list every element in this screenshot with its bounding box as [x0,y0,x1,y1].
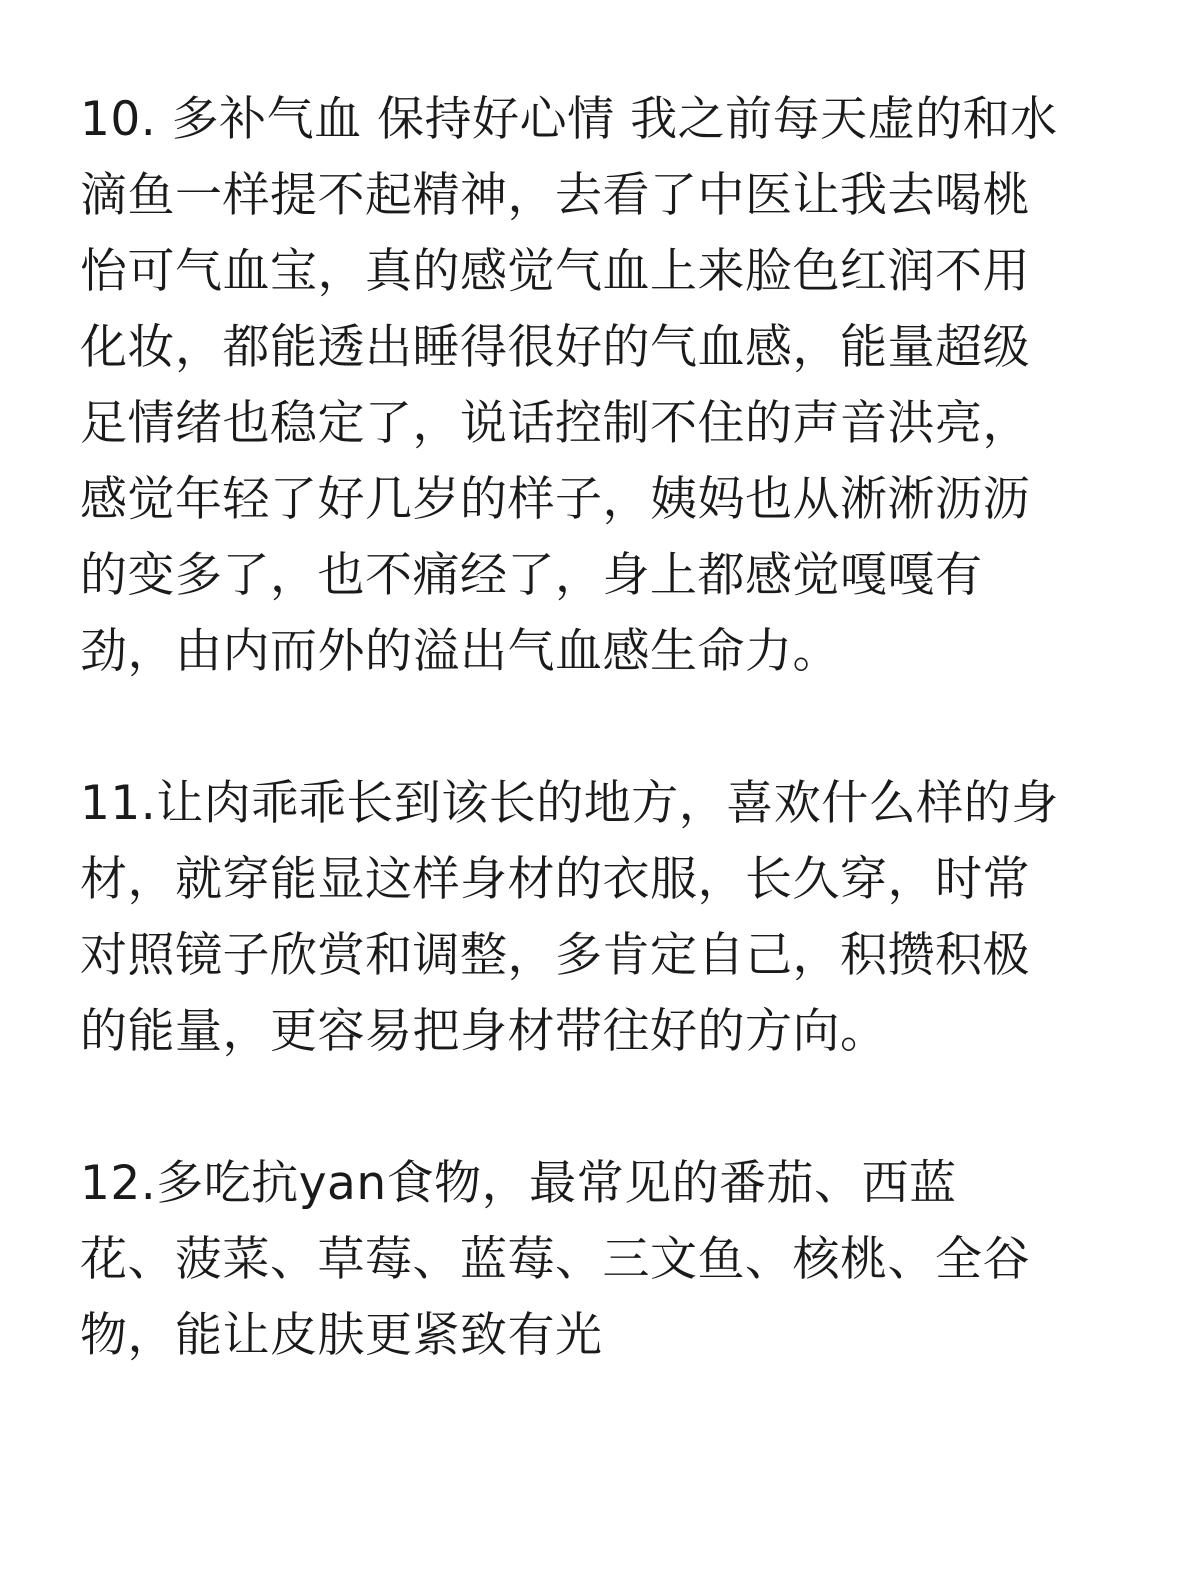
paragraph-12 [80,1146,1090,1374]
text-line: 怡可气血宝，真的感觉气血上来脸色红润不用 [80,244,1030,299]
text-line: 足情绪也稳定了，说话控制不住的声音洪亮， [80,396,1030,451]
article-body [80,82,1090,1374]
text-line: 化妆，都能透出睡得很好的气血感，能量超级 [80,320,1030,375]
text-line: 物，能让皮肤更紧致有光 [80,1308,603,1363]
paragraph-10 [80,82,1090,690]
text-line: 的能量，更容易把身材带往好的方向。 [80,1004,888,1059]
text-line: 的变多了，也不痛经了，身上都感觉嘎嘎有 [80,548,983,603]
text-line: 12.多吃抗yan食物，最常见的番茄、西蓝 [80,1156,957,1211]
paragraph-spacer [80,690,1090,766]
text-line: 劲，由内而外的溢出气血感生命力。 [80,624,840,679]
paragraph-spacer [80,1070,1090,1146]
text-line: 滴鱼一样提不起精神，去看了中医让我去喝桃 [80,168,1030,223]
text-line: 10. 多补气血 保持好心情 我之前每天虚的和水 [80,92,1058,147]
text-line: 材，就穿能显这样身材的衣服，长久穿，时常 [80,852,1030,907]
text-line: 11.让肉乖乖长到该长的地方，喜欢什么样的身 [80,776,1059,831]
paragraph-11 [80,766,1090,1070]
text-line: 对照镜子欣赏和调整，多肯定自己，积攒积极 [80,928,1030,983]
text-line: 感觉年轻了好几岁的样子，姨妈也从淅淅沥沥 [80,472,1030,527]
text-line: 花、菠菜、草莓、蓝莓、三文鱼、核桃、全谷 [80,1232,1030,1287]
